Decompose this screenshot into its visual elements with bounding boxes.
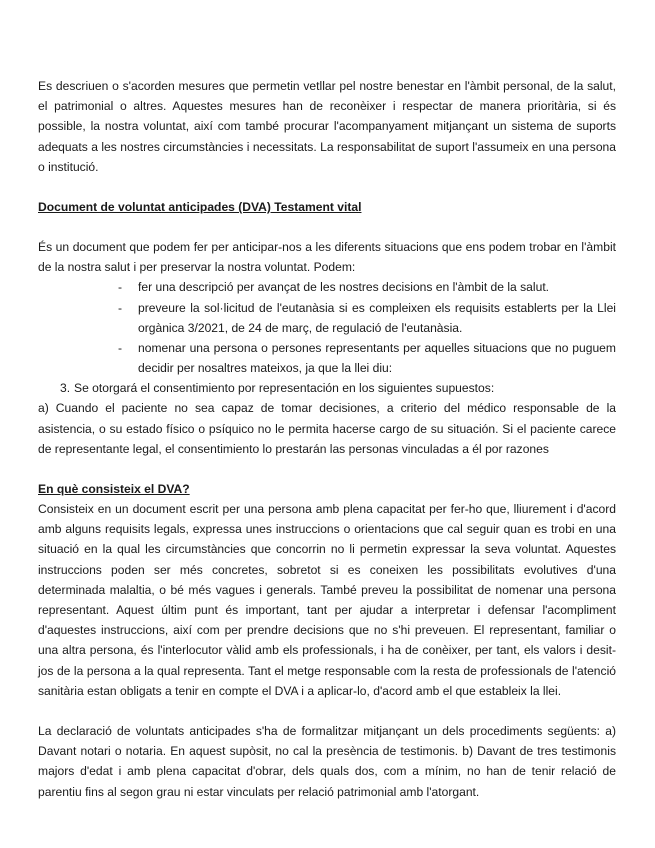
dash-bullet: - (118, 341, 123, 356)
bullet-text: fer una descripció per avançat de les nostres decisions en l'àmbit de la salut. (138, 280, 550, 295)
formalization-paragraph: La declaració de voluntats anticipades s'ha de formalitzar mitjançant un dels procediments següents: a) Davant notari o notaria. En aquest supòsit, no cal la presència de testimonis. b) Davant de tres testimonis majors d'edat i amb plena capacitat d'obrar, dels quals dos, com a mínim, no han de tenir relació de parentiu fins al segon grau ni estar vinculats per relació patrimonial amb l'atorgant. (38, 724, 616, 799)
spacer (38, 701, 616, 721)
bullet-text: nomenar una persona o persones representants per aquelles situacions que no puguem decidir per nosaltres mateixos, ja que la llei diu: (138, 341, 616, 376)
document-page (38, 76, 616, 802)
spacer (38, 459, 616, 479)
dash-bullet: - (118, 280, 123, 295)
dva-heading: Document de voluntat anticipades (DVA) Testament vital (38, 200, 362, 215)
intro-paragraph: Es descriuen o s'acorden mesures que permetin vetllar pel nostre benestar en l'àmbit personal, de la salut, el patrimonial o altres. Aquestes mesures han de reconèixer i respectar de manera prioritària, si és possible, la nostra voluntat, així com també procurar l'acompanyament mitjançant un sistema de suports adequats a les nostres circumstàncies i necessitats. La responsabilitat de suport l'assumeix en una persona o institució. (38, 79, 616, 174)
what-paragraph: Consisteix en un document escrit per una persona amb plena capacitat per fer-ho que, lliurement i d'acord amb alguns requisits legals, expressa unes instruccions o orientacions que cal seguir quan es trobi en una situació en la qual les circumstàncies que concorrin no li permetin expressar la seva voluntat. Aquestes instruccions poden ser més concretes, sobretot si es coneixen les possibilitats evolutives d'una determinada malaltia, o bé més vagues i generals. També preveu la possibilitat de nomenar una persona representant. Aquest últim punt és important, tant per ajudar a interpretar i defensar l'acompliment d'aquestes instruccions, així com per prendre decisions que no s'hi preveuen. El representant, familiar o una altra persona, és l'interlocutor vàlid amb els professionals, i ha de conèixer, per tant, els valors i desit- jos de la persona a la qual representa. Tant el metge responsable com la resta de professionals de l'atenció sanitària estan obligats a tenir en compte el DVA i a aplicar-lo, d'acord amb el que estableix la llei. (38, 502, 616, 698)
what-heading: En què consisteix el DVA? (38, 482, 190, 497)
quote-number: 3. (60, 381, 71, 396)
list-item (38, 298, 616, 338)
quote-paragraph: a) Cuando el paciente no sea capaz de tomar decisiones, a criterio del médico responsable de la asistencia, o su estado físico o psíquico no le permita hacerse cargo de su situación. Si el paciente carece de representante legal, el consentimiento lo prestarán las personas vinculadas a él por razones (38, 401, 616, 456)
bullet-text: preveure la sol·licitud de l'eutanàsia si es compleixen els requisits establerts per la Llei orgànica 3/2021, de 24 de març, de regulació de l'eutanàsia. (138, 300, 616, 335)
list-item (38, 338, 616, 378)
quote-line: Se otorgará el consentimiento por representación en los siguientes supuestos: (74, 381, 495, 396)
dva-paragraph: És un document que podem fer per anticipar-nos a les diferents situacions que ens podem trobar en l'àmbit de la nostra salut i per preservar la nostra voluntat. Podem: (38, 240, 616, 275)
dash-bullet: - (118, 300, 123, 315)
dva-bullet-list (38, 277, 616, 378)
spacer (38, 177, 616, 197)
list-item (38, 277, 616, 297)
spacer (38, 217, 616, 237)
quote-numbered-line (38, 378, 616, 398)
